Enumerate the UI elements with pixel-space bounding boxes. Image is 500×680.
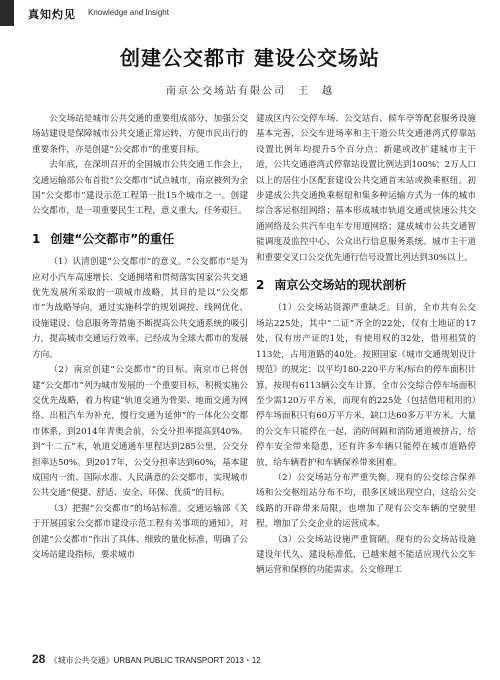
- paragraph: 公交场站是城市公共交通的重要组成部分，加强公交场站建设是保障城市公共交通正常运转，方便市民出行的重要条件，亦是创建“公交都市”的重要目标。: [32, 114, 248, 155]
- column-sublabel: Knowledge and Insight: [88, 8, 169, 17]
- paragraph: （1）公交场站资源严重缺乏。目前，全市共有公交场站225处，其中“二证”齐全的22处，仅有土地证的17处，仅有房产证的1处，有使用权的32处，借用租赁的113处，占用道路的40处。按照国家《城市交通规划设计规范》的规定：以平均180-220平方米/标台的停车面积计算，按现有6113辆公交车计算，全市公交综合停车场面积至少需120万平方米，而现有的225处（包括借用租用的）停车场面积只有60万平方米，缺口达60多万平方米。大量的公交车只能停在一起，消防间隔和消防通道被挤占，给停车安全带来隐患，还有许多车辆只能停在城市道路停放，给车辆看护和车辆保养带来困难。: [256, 303, 476, 468]
- paragraph: （2）南京创建“公交都市”的目标。南京市已将创建“公交都市”列为城市发展的一个重要目标，积极实施公交优先战略，着力构建“轨道交通为骨架、地面交通为网络、出租汽车为补充，慢行交通为延伸”的一体化公交都市体系，到2014年青奥会前，公交分担率提高到40%。到“十二五”末，轨道交通通车里程达到285公里，公交分担率达50%。到2017年，公交分担率达到60%，基本建成国内一流、国际水准、人民满意的公交都市，实现城市公共交通“便捷、舒适、安全、环保、优质”的目标。: [32, 365, 248, 499]
- section-heading-1: [32, 232, 248, 247]
- header-block: [0, 0, 14, 26]
- page-footer: [32, 652, 261, 666]
- section-heading-2: [256, 278, 476, 293]
- paragraph: （3）公交场站设施严重简陋。现有的公交场站设施建设年代久、建设标准低，已越来越不能适应现代公交车辆运营和保修的功能需求。公交修理工: [256, 534, 476, 576]
- section-title: 创建“公交都市”的重任: [50, 231, 175, 246]
- left-column: [32, 112, 248, 563]
- paragraph: （2）公交场站分布严重失衡。现有的公交综合保养场和公交枢纽站分布不均，很多区域出现空白，这给公交线路的开辟带来局限，也增加了现有公交车辆的空驶里程，增加了公交企业的运营成本。: [256, 472, 476, 530]
- page-number: 28: [32, 652, 46, 666]
- paragraph: 去年底，在深圳召开的全国城市公共交通工作会上，交通运输部公布首批“公交都市”试点城市，南京被列为全国“公交都市”建设示范工程第一批15个城市之一。创建公交都市，是一项重要民生工程，意义重大，任务艰巨。: [32, 160, 248, 217]
- header-bar: [0, 0, 500, 26]
- journal-info: 《城市公共交通》URBAN PUBLIC TRANSPORT 2013・12: [49, 656, 261, 665]
- section-number: 1: [32, 231, 41, 246]
- paragraph: （1）认清创建“公交都市”的意义。“公交都市”是为应对小汽车高速增长、交通拥堵和贯彻落实国家公共交通优先发展所采取的一项城市战略，其目的是以“公交都市”为战略导向，通过实施科学的规划调控、线网优化、设施建设、信息服务等措施不断提高公共交通系统的吸引力，提高城市交通运行效率，已经成为全球大都市的发展方向。: [32, 257, 248, 360]
- column-label: 真知灼见: [28, 8, 76, 21]
- section-title: 南京公交场站的现状剖析: [274, 278, 407, 293]
- section-number: 2: [256, 278, 265, 293]
- article-author: 南京公交场站有限公司 王 越: [166, 86, 334, 97]
- paragraph: 建成区内公交停车场、公交站台、候车亭等配套服务设施基本完善，公交车进场率和主干道公共交通港湾式停靠站设置比例年均提升5个百分点；新建或改扩建城市主干道，公共交通港湾式停靠站设置比例达到100%；2万人口以上的居住小区配套建设公共交通首末站或换乘枢纽。初步建成公共交通换乘枢纽和集多种运输方式为一体的城市综合客运枢纽网络；基本形成城市轨道交通或快速公共交通网络及公共汽车电车专用道网络；建成城市公共交通智能调度及监控中心、公众出行信息服务系统。城市主干道和重要交叉口公交优先通行信号设置比列达到30%以上。: [256, 114, 476, 263]
- article-title: 创建公交都市 建设公交场站: [120, 46, 380, 70]
- paragraph: （3）把握“公交都市”的场站标准。交通运输部《关于开展国家公交都市建设示范工程有关事项的通知》，对创建“公交都市”作出了具体、细致的量化标准，明确了公交场站建设指标，要求城市: [32, 503, 248, 560]
- right-column: [256, 112, 476, 579]
